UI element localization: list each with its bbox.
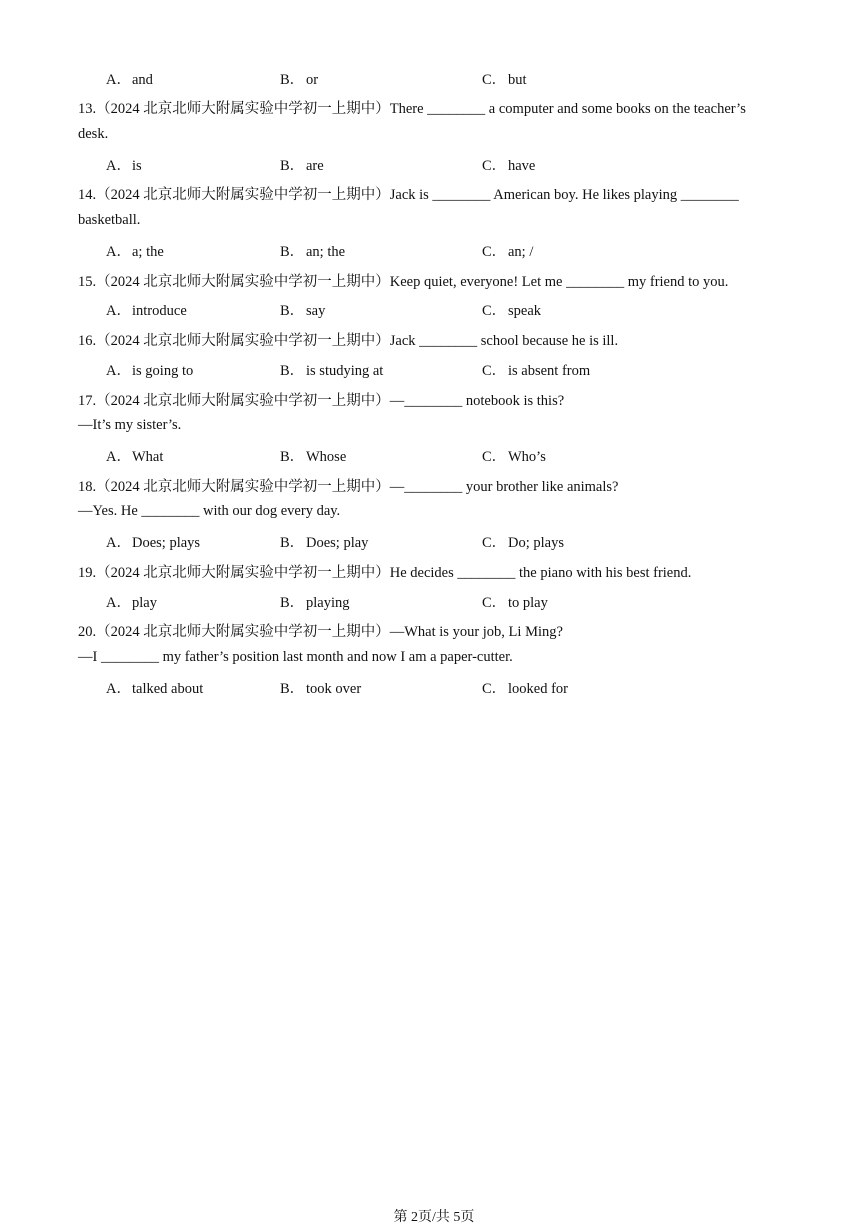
q18-stem: 18.（2024 北京北师大附属实验中学初一上期中）—________ your brother like animals?	[78, 479, 619, 495]
q20-options	[106, 677, 806, 697]
q15-option-b[interactable]: B． say	[280, 303, 326, 319]
q15-option-c[interactable]: C． speak	[482, 303, 542, 319]
q19-option-c[interactable]: C． to play	[482, 595, 548, 611]
q18-options	[106, 531, 806, 551]
q18-stem-cont: —Yes. He ________ with our dog every day.	[78, 503, 341, 519]
q14-option-a[interactable]: A．a; the	[106, 244, 164, 260]
q19-option-a[interactable]: A．play	[106, 595, 157, 611]
q17-option-a[interactable]: A．What	[106, 449, 164, 465]
q20-option-b[interactable]: B． took over	[280, 681, 362, 697]
q16-option-b[interactable]: B． is studying at	[280, 363, 384, 379]
q15-stem: 15.（2024 北京北师大附属实验中学初一上期中）Keep quiet, everyone! Let me ________ my friend to you.	[78, 274, 729, 290]
q13-options	[106, 154, 806, 174]
q20-option-c[interactable]: C． looked for	[482, 681, 568, 697]
q16-options	[106, 359, 806, 379]
q14-option-b[interactable]: B． an; the	[280, 244, 346, 260]
q19-option-b[interactable]: B． playing	[280, 595, 350, 611]
q14-stem-cont: basketball.	[78, 212, 141, 228]
q12-options	[106, 68, 806, 88]
q12-option-a[interactable]: A．and	[106, 72, 153, 88]
q15-options	[106, 299, 806, 319]
q17-option-c[interactable]: C． Who’s	[482, 449, 546, 465]
q18-option-b[interactable]: B． Does; play	[280, 535, 369, 551]
q12-option-c[interactable]: C． but	[482, 72, 527, 88]
q14-options	[106, 240, 806, 260]
q17-stem: 17.（2024 北京北师大附属实验中学初一上期中）—________ notebook is this?	[78, 393, 565, 409]
q13-option-a[interactable]: A．is	[106, 158, 142, 174]
q16-stem: 16.（2024 北京北师大附属实验中学初一上期中）Jack ________ school because he is ill.	[78, 333, 619, 349]
q20-option-a[interactable]: A．talked about	[106, 681, 204, 697]
q13-stem: 13.（2024 北京北师大附属实验中学初一上期中）There ________ a computer and some books on the teacher’s	[78, 101, 746, 117]
q19-options	[106, 591, 806, 611]
q13-option-b[interactable]: B． are	[280, 158, 324, 174]
q14-stem: 14.（2024 北京北师大附属实验中学初一上期中）Jack is ________ American boy. He likes playing ________	[78, 187, 739, 203]
q20-stem: 20.（2024 北京北师大附属实验中学初一上期中）—What is your job, Li Ming?	[78, 624, 563, 640]
q12-option-b[interactable]: B． or	[280, 72, 319, 88]
q18-option-a[interactable]: A．Does; plays	[106, 535, 201, 551]
q14-option-c[interactable]: C． an; /	[482, 244, 534, 260]
q20-stem-cont: —I ________ my father’s position last month and now I am a paper-cutter.	[78, 649, 513, 665]
q17-options	[106, 445, 806, 465]
q17-stem-cont: —It’s my sister’s.	[78, 417, 182, 433]
q16-option-c[interactable]: C． is absent from	[482, 363, 591, 379]
q15-option-a[interactable]: A．introduce	[106, 303, 187, 319]
page-number-footer: 第 2页/共 5页	[393, 1210, 475, 1225]
q19-stem: 19.（2024 北京北师大附属实验中学初一上期中）He decides ________ the piano with his best friend.	[78, 565, 692, 581]
q13-stem-cont: desk.	[78, 126, 109, 142]
q16-option-a[interactable]: A．is going to	[106, 363, 194, 379]
q13-option-c[interactable]: C． have	[482, 158, 536, 174]
q18-option-c[interactable]: C． Do; plays	[482, 535, 564, 551]
q17-option-b[interactable]: B． Whose	[280, 449, 347, 465]
